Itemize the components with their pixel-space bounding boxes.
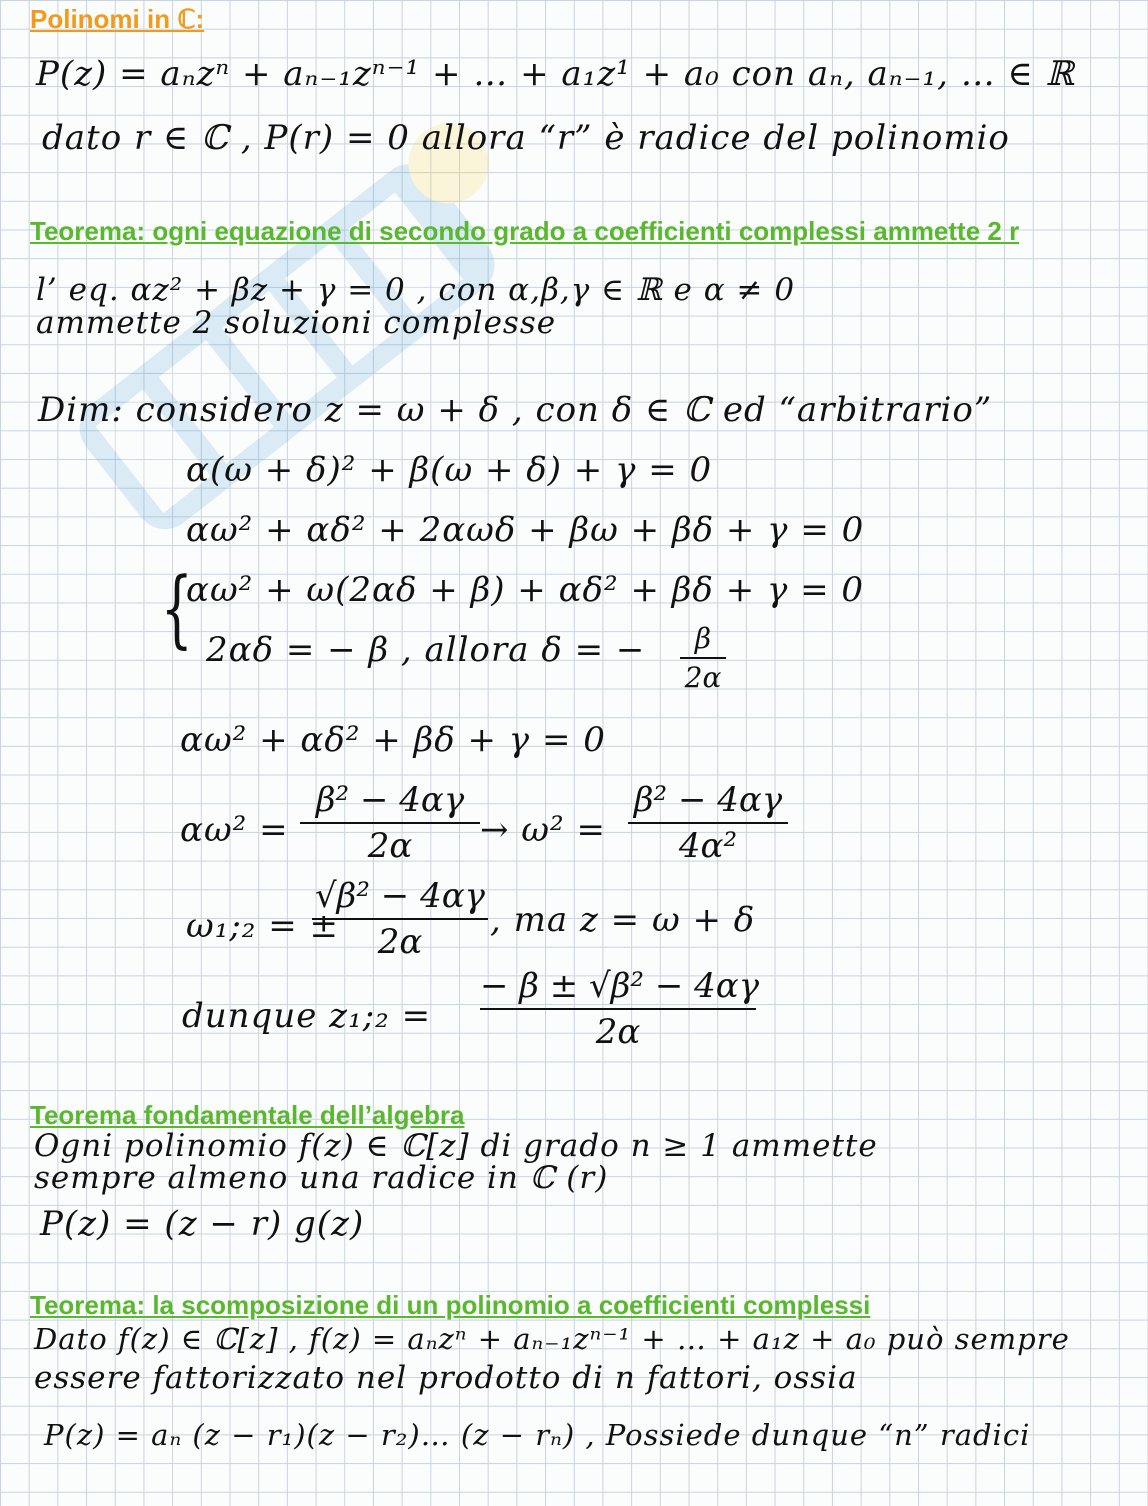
- proof-system-2: 2αδ = − β , allora δ = −: [206, 630, 646, 670]
- equation-solutions: ammette 2 soluzioni complesse: [36, 305, 557, 341]
- quadratic-formula: [480, 966, 760, 1052]
- delta-numerator: β: [694, 622, 712, 655]
- step5-denominator: 2α: [377, 922, 423, 962]
- heading-teorema-scomposizione: Teorema: la scomposizione di un polinomio a coefficienti complessi: [30, 1290, 871, 1320]
- proof-step-6-lhs: dunque z₁;₂ =: [182, 996, 432, 1036]
- step4-numerator: β² − 4αγ: [315, 780, 465, 820]
- proof-step-4-arrow: → ω² =: [480, 810, 606, 850]
- factorization-single-root: P(z) = (z − r) g(z): [40, 1204, 365, 1244]
- fundamental-theorem-line-2: sempre almeno una radice in ℂ (r): [34, 1160, 609, 1196]
- equation-statement: l’ eq. αz² + βz + γ = 0 , con α,β,γ ∈ ℝ e α ≠ 0: [36, 272, 796, 308]
- formula-denominator: 2α: [595, 1012, 641, 1052]
- system-brace: {: [160, 559, 193, 657]
- delta-denominator: 2α: [684, 661, 722, 694]
- formula-numerator: − β ± √β² − 4αγ: [480, 966, 760, 1006]
- proof-step-3: αω² + αδ² + βδ + γ = 0: [180, 720, 606, 760]
- proof-step-4-lhs: αω² =: [180, 810, 289, 850]
- polynomial-definition: P(z) = aₙzⁿ + aₙ₋₁zⁿ⁻¹ + … + a₁z¹ + a₀ con aₙ, aₙ₋₁, … ∈ ℝ: [36, 54, 1075, 94]
- proof-system-1: αω² + ω(2αδ + β) + αδ² + βδ + γ = 0: [186, 570, 865, 610]
- heading-teorema-fondamentale: Teorema fondamentale dell’algebra: [30, 1100, 465, 1130]
- proof-intro: Dim: considero z = ω + δ , con δ ∈ ℂ ed “arbitrario”: [38, 390, 993, 430]
- step4-denominator-2: 4α²: [678, 826, 738, 866]
- heading-teorema-secondo-grado: Teorema: ogni equazione di secondo grado a coefficienti complessi ammette 2 r: [30, 216, 1020, 246]
- proof-step-5-rhs: , ma z = ω + δ: [490, 900, 756, 940]
- step5-fraction: [312, 876, 488, 962]
- step5-numerator: √β² − 4αγ: [315, 876, 485, 916]
- step4-fraction-1: [300, 780, 480, 866]
- heading-polinomi: Polinomi in ℂ:: [30, 4, 205, 34]
- step4-numerator-2: β² − 4αγ: [633, 780, 783, 820]
- proof-step-2: αω² + αδ² + 2αωδ + βω + βδ + γ = 0: [186, 510, 865, 550]
- proof-step-1: α(ω + δ)² + β(ω + δ) + γ = 0: [186, 450, 713, 490]
- proof-step-5-lhs: ω₁;₂ = ±: [186, 906, 340, 946]
- decomposition-line-2: essere fattorizzato nel prodotto di n fattori, ossia: [34, 1360, 858, 1396]
- decomposition-line-3: P(z) = aₙ (z − r₁)(z − r₂)… (z − rₙ) , Possiede dunque “n” radici: [44, 1418, 1031, 1452]
- root-definition: dato r ∈ ℂ , P(r) = 0 allora “r” è radice del polinomio: [42, 118, 1010, 158]
- decomposition-line-1: Dato f(z) ∈ ℂ[z] , f(z) = aₙzⁿ + aₙ₋₁zⁿ⁻¹ + … + a₁z + a₀ può sempre: [34, 1322, 1070, 1356]
- step4-denominator: 2α: [367, 826, 413, 866]
- delta-fraction: [680, 622, 726, 694]
- fundamental-theorem-line-1: Ogni polinomio f(z) ∈ ℂ[z] di grado n ≥ 1 ammette: [34, 1128, 878, 1164]
- step4-fraction-2: [628, 780, 788, 866]
